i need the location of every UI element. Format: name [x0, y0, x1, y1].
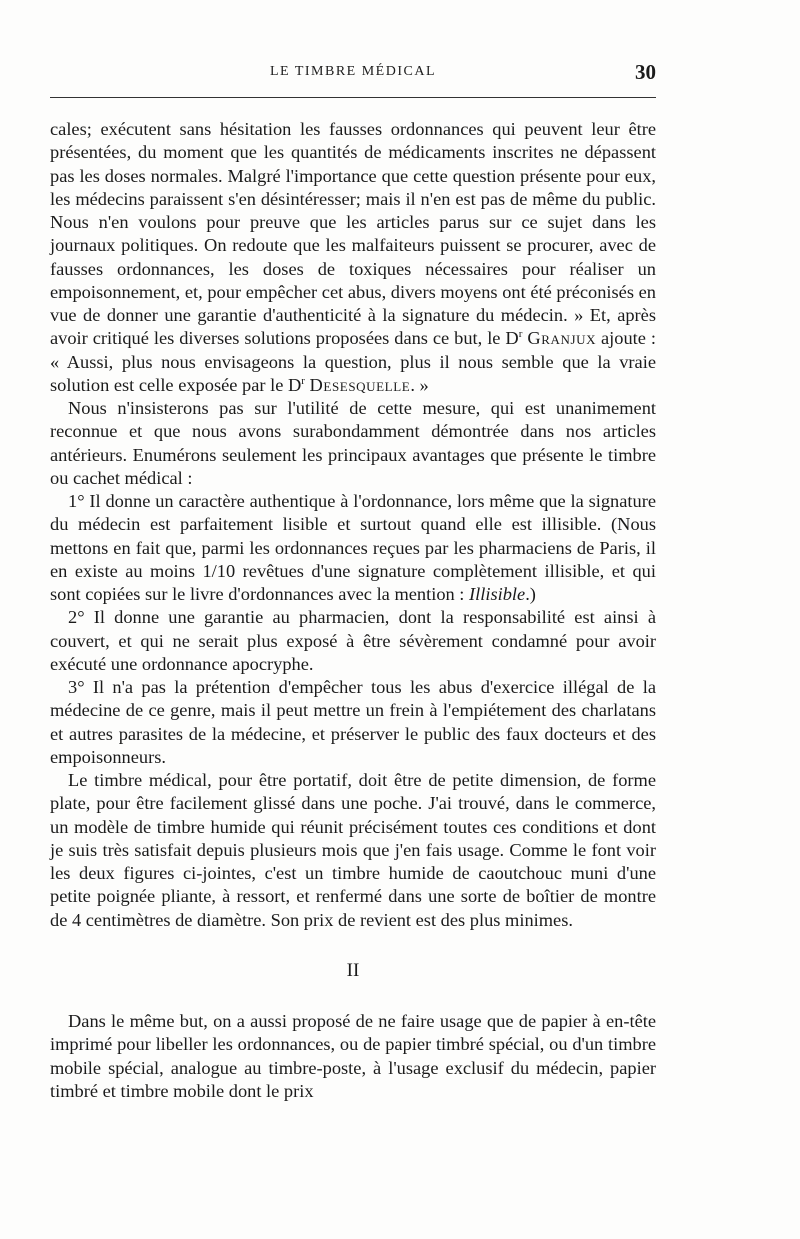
paragraph-3-end: .) — [525, 584, 536, 604]
paragraph-7: Dans le même but, on a aussi proposé de ne faire usage que de papier à en-tête imprimé pour libeller les ordonnances, ou de papier timbré spécial, ou d'un timbre mobile spécial, analogue au timbre-poste, à l'usage exclusif du médecin, papier timbré et timbre mobile dont le prix — [50, 1011, 656, 1101]
paragraph-6: Le timbre médical, pour être portatif, doit être de petite dimension, de forme plate, pour être facilement glissé dans une poche. J'ai trouvé, dans le commerce, un modèle de timbre humide qui réunit précisément toutes ces conditions et dont je suis très satisfait depuis plusieurs mois que j'en fais usage. Comme le font voir les deux figures ci-jointes, c'est un timbre humide de caoutchouc muni d'une petite poignée pliante, à ressort, et renfermé dans une sorte de boîtier de montre de 4 centimètres de diamètre. Son prix de revient est des plus minimes. — [50, 770, 656, 930]
paragraph-3-italic: Illisible — [469, 584, 526, 604]
author-name-granjux: Granjux — [527, 328, 597, 349]
author-name-desesquelle: Desesquelle — [309, 374, 411, 395]
paragraph-1-text: cales; exécutent sans hésitation les fausses ordonnances qui peuvent leur être présentées, du moment que les quantités de médicaments inscrites ne dépassent pas les doses normales. Malgré l'importance que cette question présente pour eux, les médecins paraissent s'en désintéresser; mais il n'en est pas de même du public. Nous n'en voulons pour preuve que les articles parus sur ce sujet dans les journaux politiques. On redoute que les malfaiteurs puissent se procurer, avec de fausses ordonnances, les doses de toxiques nécessaires pour réaliser un empoisonnement, et, pour empêcher cet abus, divers moyens ont été préconisés en vue de donner une garantie d'authenticité à la signature du médecin. » Et, après avoir critiqué les diverses solutions proposées dans ce but, le D — [50, 119, 656, 349]
paragraph-5: 3° Il n'a pas la prétention d'empêcher tous les abus d'exercice illégal de la médecine de ce genre, mais il peut mettre un frein à l'empiétement des charlatans et autres parasites de la médecine, et préserver le public des faux docteurs et des empoisonneurs. — [50, 677, 656, 767]
header-rule — [50, 97, 656, 98]
running-head — [50, 62, 656, 86]
page-number: 30 — [635, 60, 656, 84]
superscript-dr-1: r — [518, 328, 523, 341]
paragraph-3 — [50, 490, 656, 606]
running-title: LE TIMBRE MÉDICAL — [269, 64, 436, 79]
paragraph-1 — [50, 118, 656, 397]
paragraph-1-middle: ajoute : « Aussi, plus nous envisageons la question, plus il nous semble que la vraie solution est celle exposée par le D — [50, 328, 656, 395]
superscript-dr-2: r — [301, 374, 305, 387]
paragraph-4: 2° Il donne une garantie au pharmacien, dont la responsabilité est ainsi à couvert, et qui ne serait plus exposé à être sévèrement condamné pour avoir exécuté une ordonnance apocryphe. — [50, 607, 656, 674]
paragraph-3-text: 1° Il donne un caractère authentique à l'ordonnance, lors même que la signature du médecin est parfaitement lisible et surtout quand elle est illisible. (Nous mettons en fait que, parmi les ordonnances reçues par les pharmaciens de Paris, il en existe au moins 1/10 revêtues d'une signature complètement illisible, et qui sont copiées sur le livre d'ordonnances avec la mention : — [50, 491, 656, 604]
body-text — [50, 118, 656, 1103]
paragraph-2: Nous n'insisterons pas sur l'utilité de cette mesure, qui est unanimement reconnue et que nous avons surabondamment démontrée dans nos articles antérieurs. Enumérons seulement les principaux avantages que présente le timbre ou cachet médical : — [50, 398, 656, 488]
paragraph-1-end: . » — [410, 374, 429, 395]
section-heading: II — [346, 959, 360, 981]
